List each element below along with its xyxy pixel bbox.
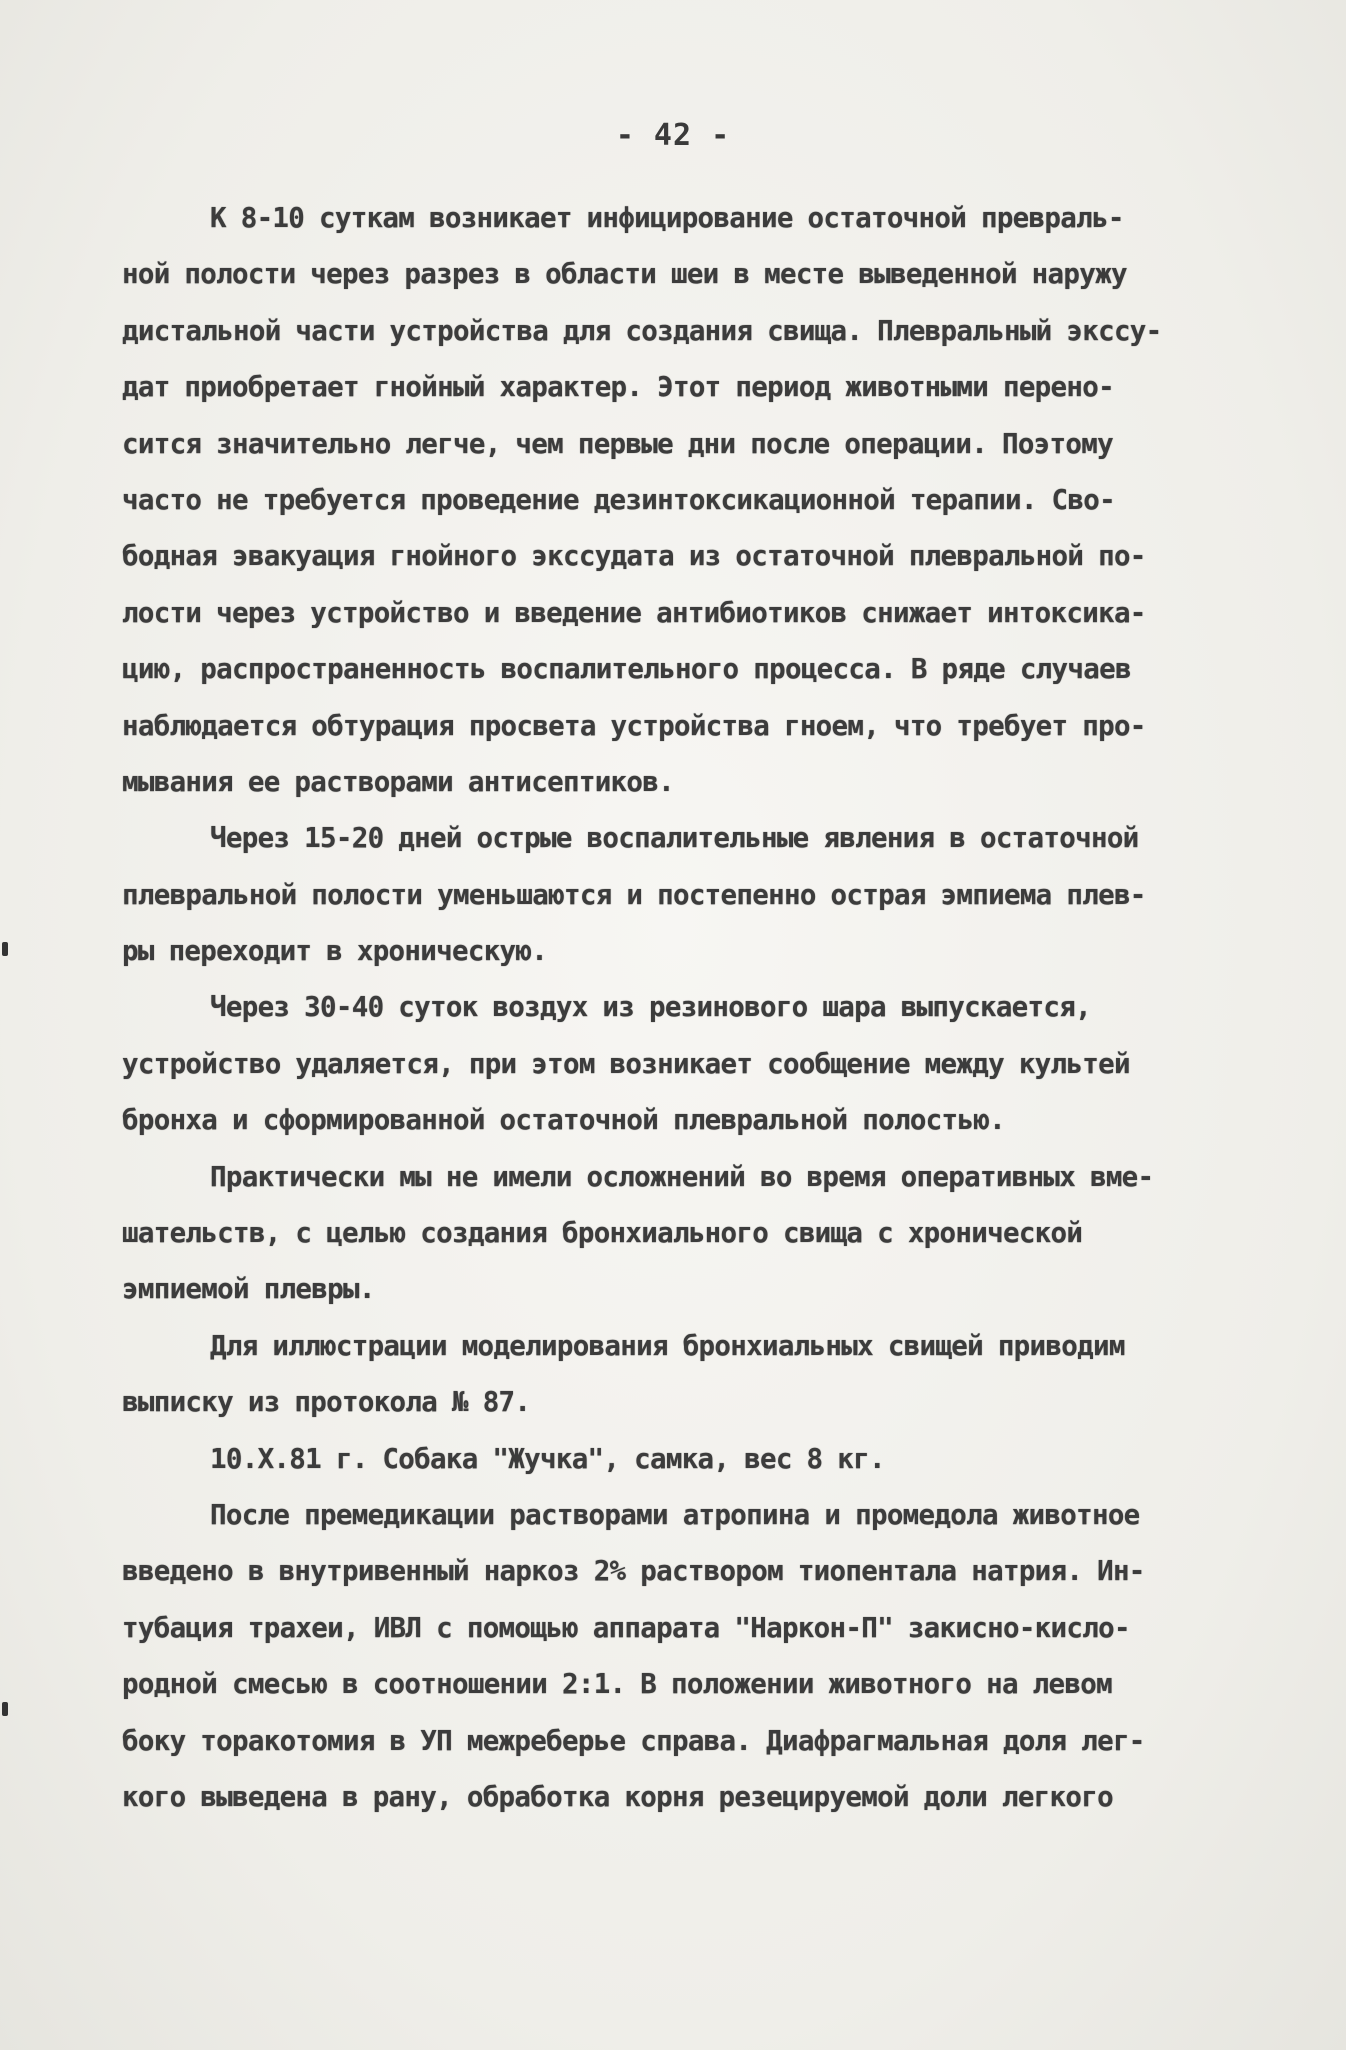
text-line: шательств, с целью создания бронхиального свища с хронической xyxy=(122,1217,1083,1250)
text-line: Для иллюстрации моделирования бронхиальных свищей приводим xyxy=(210,1329,1125,1362)
text-line: кого выведена в рану, обработка корня резецируемой доли легкого xyxy=(122,1780,1113,1813)
body-text xyxy=(122,190,1272,1825)
text-line: эмпиемой плевры. xyxy=(122,1273,375,1306)
text-line: цию, распространенность воспалительного процесса. В ряде случаев xyxy=(122,653,1131,686)
text-line: бронха и сформированной остаточной плевральной полостью. xyxy=(122,1104,1005,1137)
text-line: Практически мы не имели осложнений во время оперативных вме- xyxy=(210,1160,1154,1193)
text-line: ры переходит в хроническую. xyxy=(122,935,548,968)
text-line: бодная эвакуация гнойного экссудата из остаточной плевральной по- xyxy=(122,540,1146,573)
text-line: ной полости через разрез в области шеи в месте выведенной наружу xyxy=(122,258,1127,291)
text-line: После премедикации растворами атропина и промедола животное xyxy=(210,1498,1140,1531)
text-line: выписку из протокола № 87. xyxy=(122,1386,531,1419)
text-line: введено в внутривенный наркоз 2% раствором тиопентала натрия. Ин- xyxy=(122,1555,1145,1588)
scan-margin-mark xyxy=(2,942,8,956)
text-line: дат приобретает гнойный характер. Этот период животными перено- xyxy=(122,371,1114,404)
text-line: сится значительно легче, чем первые дни после операции. Поэтому xyxy=(122,427,1113,460)
text-line: устройство удаляется, при этом возникает сообщение между культей xyxy=(122,1047,1130,1080)
text-line: тубация трахеи, ИВЛ с помощью аппарата "Наркон-П" закисно-кисло- xyxy=(122,1611,1130,1644)
page-number: - 42 - xyxy=(615,118,731,153)
text-line: наблюдается обтурация просвета устройства гноем, что требует про- xyxy=(122,709,1146,742)
text-line: дистальной части устройства для создания свища. Плевральный экссу- xyxy=(122,314,1162,347)
text-line: Через 30-40 суток воздух из резинового шара выпускается, xyxy=(210,991,1091,1024)
text-line: К 8-10 суткам возникает инфицирование остаточной превраль- xyxy=(210,202,1124,234)
text-line: часто не требуется проведение дезинтоксикационной терапии. Сво- xyxy=(122,483,1115,516)
text-line: лости через устройство и введение антибиотиков снижает интоксика- xyxy=(122,596,1146,629)
text-line: родной смесью в соотношении 2:1. В положении животного на левом xyxy=(122,1668,1112,1701)
text-line: плевральной полости уменьшаются и постепенно острая эмпиема плев- xyxy=(122,878,1146,911)
text-line: боку торакотомия в УП межреберье справа. Диафрагмальная доля лег- xyxy=(122,1724,1145,1757)
scan-margin-mark xyxy=(2,1702,8,1716)
text-line: 10.X.81 г. Собака "Жучка", самка, вес 8 кг. xyxy=(210,1442,885,1475)
text-line: Через 15-20 дней острые воспалительные явления в остаточной xyxy=(210,822,1139,855)
text-line: мывания ее растворами антисептиков. xyxy=(122,765,674,798)
